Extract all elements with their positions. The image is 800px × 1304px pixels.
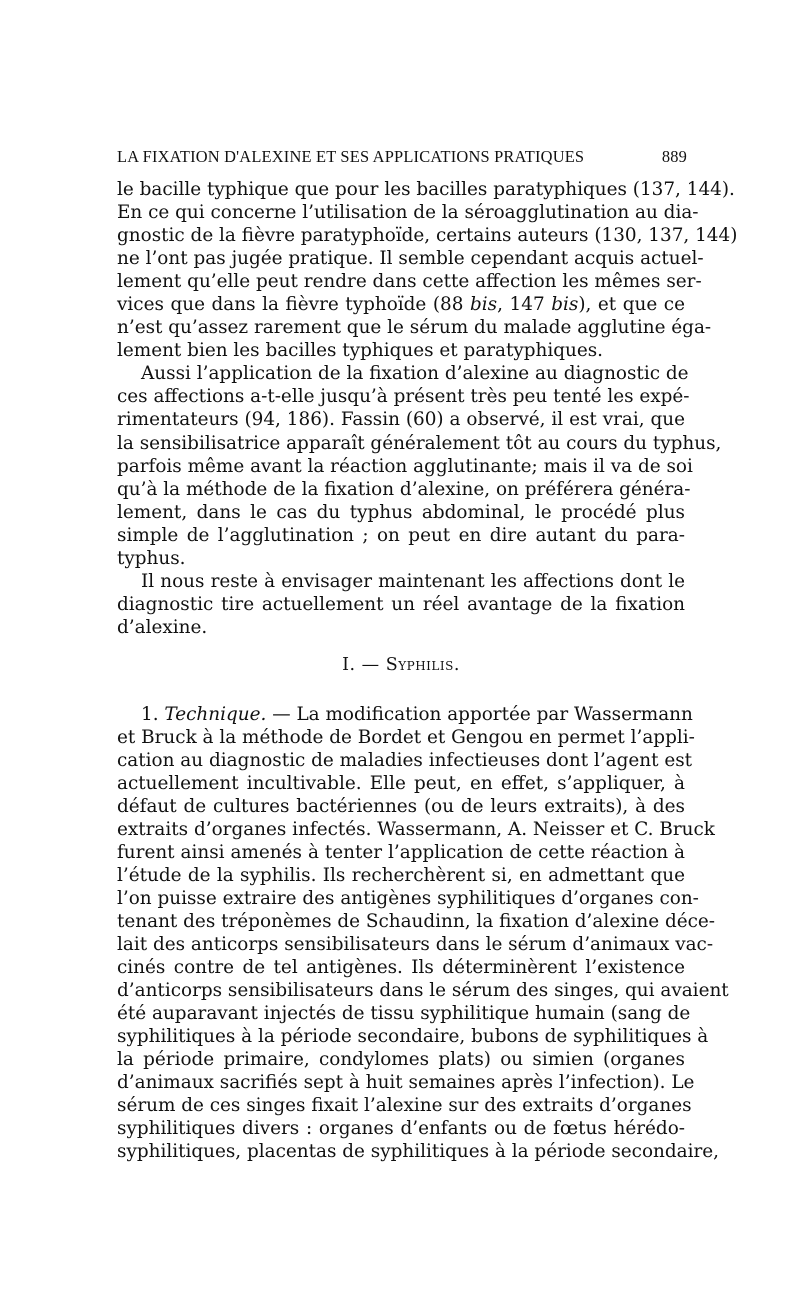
text-line: furent ainsi amenés à tenter l’application de cette réaction à: [117, 842, 685, 863]
text-line: la période primaire, condylomes plats) ou simien (organes: [117, 1049, 685, 1070]
text-line: lement qu’elle peut rendre dans cette affection les mêmes ser-: [117, 271, 702, 293]
subsection-title: Technique.: [164, 704, 267, 725]
text-line: n’est qu’assez rarement que le sérum du malade agglutine éga-: [117, 317, 712, 339]
running-head: [117, 147, 687, 167]
text-line: l’on puisse extraire des antigènes syphilitiques d’organes con-: [117, 888, 699, 909]
text-line: syphilitiques divers : organes d’enfants ou de fœtus hérédo-: [117, 1118, 685, 1139]
text-line: syphilitiques, placentas de syphilitiques à la période secondaire,: [117, 1141, 720, 1162]
text-line-first: 1. Technique. — La modification apportée par Wassermann: [141, 704, 693, 725]
text-line: sérum de ces singes fixait l’alexine sur des extraits d’organes: [117, 1095, 692, 1116]
text-line: Il nous reste à envisager maintenant les affections dont le: [141, 570, 685, 592]
text-line: ces affections a-t-elle jusqu’à présent très peu tenté les expé-: [117, 386, 690, 408]
text-line: actuellement incultivable. Elle peut, en effet, s’appliquer, à: [117, 773, 685, 794]
text-line: tenant des tréponèmes de Schaudinn, la fixation d’alexine déce-: [117, 911, 715, 932]
text-line: été auparavant injectés de tissu syphilitique humain (sang de: [117, 1003, 691, 1024]
text-line: lement bien les bacilles typhiques et paratyphiques.: [117, 340, 604, 362]
text-line: la sensibilisatrice apparaît généralement tôt au cours du typhus,: [117, 432, 722, 454]
text-line: lement, dans le cas du typhus abdominal, le procédé plus: [117, 501, 685, 523]
text-line: typhus.: [117, 547, 186, 569]
section-heading: [117, 655, 685, 675]
text-line: cinés contre de tel antigènes. Ils déterminèrent l’existence: [117, 957, 685, 978]
text-line: cation au diagnostic de maladies infectieuses dont l’agent est: [117, 750, 693, 771]
section-title: Syphilis.: [385, 655, 460, 675]
text-line-with-italics: vices que dans la fièvre typhoïde (88 bis, 147 bis), et que ce: [117, 294, 685, 316]
running-head-title: LA FIXATION D'ALEXINE ET SES APPLICATIONS PRATIQUES: [117, 147, 585, 166]
text-line: d’alexine.: [117, 616, 208, 638]
body-text-bottom: [117, 703, 729, 1163]
text-line: extraits d’organes infectés. Wassermann, A. Neisser et C. Bruck: [117, 819, 715, 840]
text-line: simple de l’agglutination ; on peut en dire autant du para-: [117, 524, 685, 546]
text-line: Aussi l’application de la fixation d’alexine au diagnostic de: [141, 363, 689, 385]
text-line: syphilitiques à la période secondaire, bubons de syphilitiques à: [117, 1026, 709, 1047]
text-line: le bacille typhique que pour les bacilles paratyphiques (137, 144).: [117, 179, 735, 200]
section-number: I. —: [342, 655, 380, 675]
text-line: ne l’ont pas jugée pratique. Il semble cependant acquis actuel-: [117, 248, 704, 270]
text-line: parfois même avant la réaction agglutinante; mais il va de soi: [117, 455, 693, 477]
text-line: et Bruck à la méthode de Bordet et Gengou en permet l’appli-: [117, 727, 695, 748]
page-number: 889: [661, 147, 687, 166]
text-line: En ce qui concerne l’utilisation de la séroagglutination au dia-: [117, 202, 699, 224]
text-line: rimentateurs (94, 186). Fassin (60) a observé, il est vrai, que: [117, 409, 685, 431]
text-line: qu’à la méthode de la fixation d’alexine, on préférera généra-: [117, 478, 691, 500]
text-line: lait des anticorps sensibilisateurs dans le sérum d’animaux vac-: [117, 934, 714, 955]
subsection-number: 1.: [141, 704, 159, 725]
text-line: l’étude de la syphilis. Ils recherchèrent si, en admettant que: [117, 865, 685, 886]
text-line: défaut de cultures bactériennes (ou de leurs extraits), à des: [117, 796, 685, 817]
text-line: d’anticorps sensibilisateurs dans le sérum des singes, qui avaient: [117, 980, 729, 1001]
text-line: d’animaux sacrifiés sept à huit semaines après l’infection). Le: [117, 1072, 695, 1093]
text-line: diagnostic tire actuellement un réel avantage de la fixation: [117, 593, 685, 615]
text-line: gnostic de la fièvre paratyphoïde, certains auteurs (130, 137, 144): [117, 225, 738, 247]
body-text-top: [117, 178, 738, 639]
